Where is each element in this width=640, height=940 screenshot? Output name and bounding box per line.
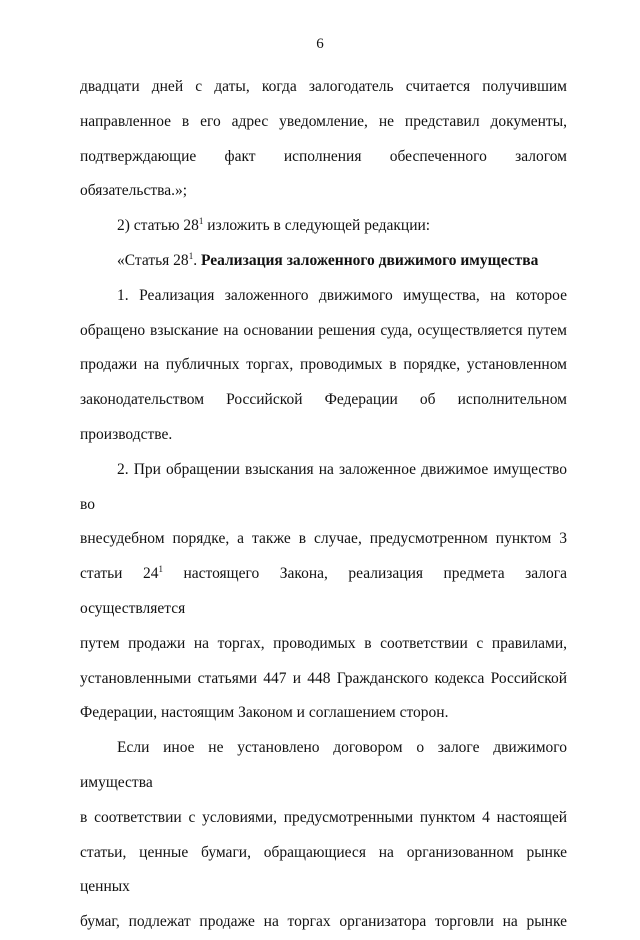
text-line: законодательством Российской Федерации об исполнительном bbox=[80, 391, 567, 409]
text-line bbox=[80, 557, 567, 627]
superscript-index: 1 bbox=[188, 250, 194, 261]
article-clause-2 bbox=[80, 557, 567, 627]
article-label: «Статья 28 bbox=[117, 251, 189, 269]
article-clause-1 bbox=[80, 314, 567, 349]
paragraph-continuation bbox=[80, 105, 567, 140]
page-number: 6 bbox=[316, 36, 324, 52]
article-heading bbox=[80, 244, 567, 279]
text-line: двадцати дней с даты, когда залогодатель считается получившим bbox=[80, 78, 567, 95]
document-body bbox=[80, 70, 567, 940]
article-clause-1 bbox=[80, 348, 567, 383]
paragraph-continuation bbox=[80, 70, 567, 105]
article-clause-2-continuation bbox=[80, 836, 567, 906]
article-clause-2-continuation bbox=[80, 731, 567, 801]
article-clause-2 bbox=[80, 696, 567, 731]
amendment-text-start: 2) статью 28 bbox=[117, 217, 199, 235]
text-line: 2. При обращении взыскания на заложенное движимое имущество во bbox=[80, 460, 567, 513]
article-clause-1 bbox=[80, 279, 567, 314]
text-line: бумаг, подлежат продаже на торгах организатора торговли на рынке bbox=[80, 913, 567, 931]
article-clause-2 bbox=[80, 662, 567, 697]
paragraph-continuation bbox=[80, 140, 567, 175]
text-line: производстве. bbox=[80, 425, 173, 443]
text-line: внесудебном порядке, а также в случае, предусмотренном пунктом 3 bbox=[80, 530, 567, 548]
text-line: продажи на публичных торгах, проводимых в порядке, установленном bbox=[80, 356, 567, 374]
article-clause-1 bbox=[80, 383, 567, 418]
text-line: в соответствии с условиями, предусмотренными пунктом 4 настоящей bbox=[80, 808, 567, 826]
text-line: установленными статьями 447 и 448 Гражданского кодекса Российской bbox=[80, 669, 567, 687]
paragraph-continuation bbox=[80, 174, 567, 209]
text-line: путем продажи на торгах, проводимых в соответствии с правилами, bbox=[80, 634, 567, 652]
amendment-text-end: изложить в следующей редакции: bbox=[203, 217, 431, 235]
article-title: Реализация заложенного движимого имущества bbox=[200, 251, 539, 269]
text-fragment: настоящего Закона, реализация предмета залога осуществляется bbox=[80, 565, 567, 617]
text-line: Федерации, настоящим Законом и соглашением сторон. bbox=[80, 704, 449, 722]
article-clause-1 bbox=[80, 418, 567, 453]
text-line: Если иное не установлено договором о залоге движимого имущества bbox=[80, 739, 567, 791]
text-line: направленное в его адрес уведомление, не представил документы, bbox=[80, 112, 567, 130]
superscript-index: 1 bbox=[198, 216, 204, 227]
article-clause-2-continuation bbox=[80, 905, 567, 940]
amendment-item bbox=[80, 209, 567, 244]
text-line: обращено взыскание на основании решения суда, осуществляется путем bbox=[80, 321, 567, 339]
article-clause-2 bbox=[80, 453, 567, 523]
text-line: статьи, ценные бумаги, обращающиеся на организованном рынке ценных bbox=[80, 843, 567, 896]
text-line: подтверждающие факт исполнения обеспеченного залогом bbox=[80, 147, 567, 165]
text-line: обязательства.»; bbox=[80, 182, 188, 200]
text-fragment: статьи 24 bbox=[80, 565, 159, 583]
article-clause-2 bbox=[80, 522, 567, 557]
superscript-index: 1 bbox=[158, 564, 163, 575]
article-label-dot: . bbox=[193, 251, 201, 269]
article-clause-2-continuation bbox=[80, 801, 567, 836]
article-clause-2 bbox=[80, 627, 567, 662]
text-line: 1. Реализация заложенного движимого имущества, на которое bbox=[117, 286, 567, 304]
